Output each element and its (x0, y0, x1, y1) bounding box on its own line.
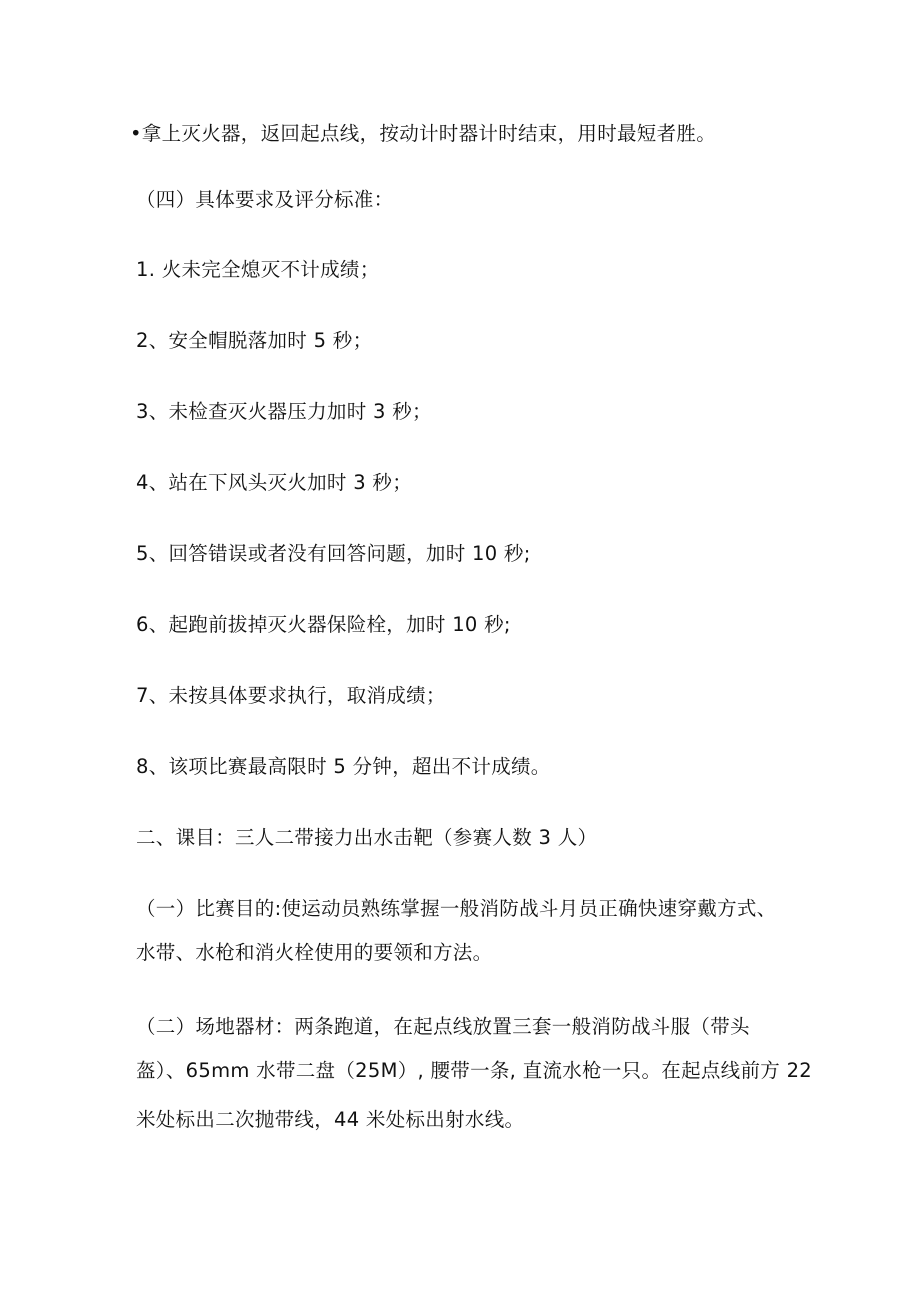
rule-item-8: 8、该项比赛最高限时 5 分钟，超出不计成绩。 (136, 755, 551, 778)
rule-item-5: 5、回答错误或者没有回答问题，加时 10 秒; (136, 542, 531, 565)
rule-item-2: 2、安全帽脱落加时 5 秒； (136, 329, 373, 352)
rule-item-4: 4、站在下风头灭火加时 3 秒； (136, 471, 413, 494)
rule-item-7: 7、未按具体要求执行，取消成绩； (136, 684, 446, 707)
equipment-paragraph-line-1: （二）场地器材：两条跑道，在起点线放置三套一般消防战斗服（带头 (136, 1015, 750, 1038)
text-line-timer-end: •拿上灭火器，返回起点线，按动计时器计时结束，用时最短者胜。 (130, 122, 717, 145)
section-heading-requirements: （四）具体要求及评分标准： (136, 188, 394, 211)
objective-paragraph-line-1: （一）比赛目的:使运动员熟练掌握一般消防战斗月员正确快速穿戴方式、 (136, 897, 777, 920)
section-heading-event-two: 二、课目：三人二带接力出水击靶（参赛人数 3 人） (136, 826, 598, 849)
equipment-paragraph-line-3: 米处标出二次抛带线，44 米处标出射水线。 (136, 1108, 525, 1131)
rule-item-6: 6、起跑前拔掉灭火器保险栓，加时 10 秒; (136, 613, 511, 636)
rule-item-1: 1. 火未完全熄灭不计成绩； (136, 258, 380, 281)
rule-item-3: 3、未检查灭火器压力加时 3 秒； (136, 400, 432, 423)
objective-paragraph-line-2: 水带、水枪和消火栓使用的要领和方法。 (136, 941, 493, 964)
equipment-paragraph-line-2: 盔）、65mm 水带二盘（25M）, 腰带一条, 直流水枪一只。在起点线前方 22 (136, 1059, 812, 1082)
